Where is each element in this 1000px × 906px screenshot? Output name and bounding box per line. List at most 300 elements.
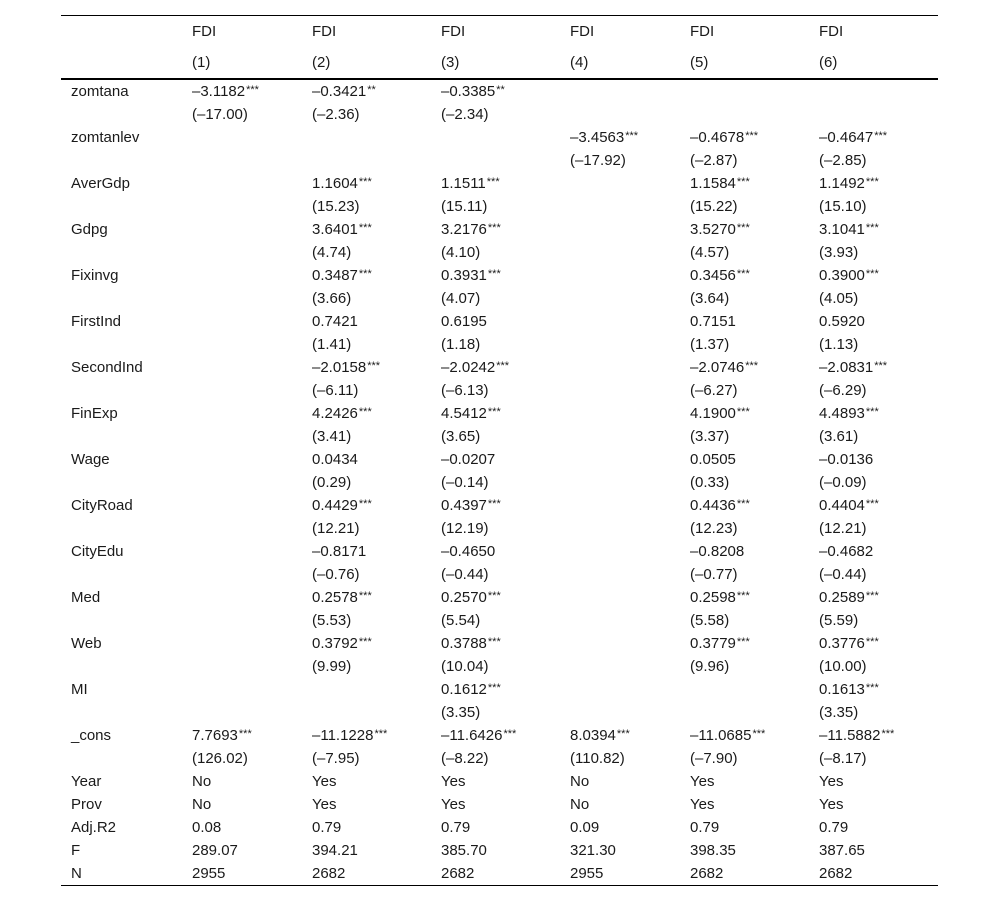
coefficient-cell [690,494,750,519]
t-statistic-cell: (5.53) [312,612,352,629]
coefficient-cell [690,632,750,657]
coefficient-value: 3.1041 [819,221,865,238]
coefficient-row [61,80,938,103]
variable-name: Med [71,589,101,606]
coefficient-cell [312,540,366,563]
coefficient-value: 0.4429 [312,497,358,514]
coefficient-value: –2.0242 [441,359,496,376]
coefficient-value: 0.5920 [819,313,865,330]
column-number-label: (6) [819,54,838,71]
column-number-label: (5) [690,54,709,71]
significance-stars: *** [358,406,372,418]
significance-stars: *** [487,636,501,648]
t-statistic-row [61,471,938,494]
statistic-value: 0.79 [690,819,720,836]
significance-stars: *** [736,636,750,648]
t-statistic-cell: (3.61) [819,428,859,445]
t-statistic-cell: (4.10) [441,244,481,261]
coefficient-cell [441,586,501,611]
coefficient-cell [690,724,765,749]
coefficient-cell [312,448,358,471]
coefficient-value: 0.3776 [819,635,865,652]
dependent-variable-label: FDI [690,23,715,40]
significance-stars: *** [487,682,501,694]
column-number-label: (1) [192,54,211,71]
t-statistic-cell: (15.22) [690,198,738,215]
coefficient-value: 0.2578 [312,589,358,606]
significance-stars: *** [865,222,879,234]
variable-name: CityEdu [71,543,124,560]
statistic-value: 2682 [690,865,724,882]
coefficient-value: 1.1584 [690,175,736,192]
t-statistic-cell: (0.33) [690,474,730,491]
coefficient-cell [690,540,744,563]
significance-stars: *** [865,682,879,694]
t-statistic-cell: (–0.09) [819,474,867,491]
coefficient-value: –11.0685 [690,727,752,744]
coefficient-value: 0.0434 [312,451,358,468]
statistic-value: Yes [819,796,844,813]
statistic-value: 0.79 [312,819,342,836]
coefficient-value: 0.4404 [819,497,865,514]
coefficient-value: –0.4650 [441,543,496,560]
coefficient-cell [312,632,372,657]
significance-stars: *** [358,268,372,280]
coefficient-cell [441,632,501,657]
significance-stars: *** [487,498,501,510]
coefficient-cell [819,540,873,563]
t-statistic-cell: (–2.34) [441,106,489,123]
statistic-value: Yes [441,796,466,813]
t-statistic-cell: (12.21) [819,520,867,537]
t-statistic-cell: (5.59) [819,612,859,629]
coefficient-value: –2.0831 [819,359,874,376]
coefficient-value: 0.3487 [312,267,358,284]
coefficient-cell [192,724,252,749]
coefficient-cell [819,448,873,471]
t-statistic-cell: (1.18) [441,336,481,353]
coefficient-cell [312,80,376,105]
coefficient-value: 0.2570 [441,589,487,606]
coefficient-cell [312,310,358,333]
coefficient-cell [570,126,638,151]
coefficient-cell [690,218,750,243]
variable-name: FinExp [71,405,118,422]
coefficient-cell [570,724,630,749]
significance-stars: *** [736,222,750,234]
coefficient-row [61,678,938,701]
significance-stars: *** [358,590,372,602]
coefficient-value: 0.3900 [819,267,865,284]
statistic-name: Year [71,773,102,790]
t-statistic-cell: (–0.76) [312,566,360,583]
significance-stars: *** [358,176,372,188]
coefficient-value: 3.6401 [312,221,358,238]
coefficient-value: 1.1511 [441,175,486,192]
dependent-variable-label: FDI [819,23,844,40]
t-statistic-cell: (3.37) [690,428,730,445]
significance-stars: *** [487,590,501,602]
t-statistic-cell: (10.00) [819,658,867,675]
coefficient-value: –2.0746 [690,359,745,376]
significance-stars: *** [358,222,372,234]
coefficient-row [61,448,938,471]
statistic-value: 0.79 [441,819,471,836]
coefficient-cell [819,126,887,151]
t-statistic-cell: (–2.85) [819,152,867,169]
significance-stars: *** [745,360,759,372]
statistic-value: 321.30 [570,842,616,859]
coefficient-cell [690,402,750,427]
coefficient-cell [441,678,501,703]
coefficient-cell [690,356,758,381]
variable-name: FirstInd [71,313,122,330]
coefficient-value: 0.7151 [690,313,736,330]
coefficient-cell [819,632,879,657]
statistic-value: 398.35 [690,842,736,859]
significance-stars: *** [358,636,372,648]
t-statistic-cell: (–17.00) [192,106,248,123]
statistic-row [61,862,938,885]
coefficient-value: 0.0505 [690,451,736,468]
t-statistic-cell: (–17.92) [570,152,626,169]
t-statistic-cell: (3.93) [819,244,859,261]
coefficient-cell [441,356,509,381]
coefficient-row [61,494,938,517]
coefficient-cell [690,126,758,151]
significance-stars: *** [736,498,750,510]
variable-name: MI [71,681,88,698]
t-statistic-row [61,425,938,448]
significance-stars: *** [736,176,750,188]
coefficient-value: –0.4682 [819,543,874,560]
t-statistic-cell: (4.74) [312,244,352,261]
t-statistic-cell: (12.23) [690,520,738,537]
significance-stars: *** [736,268,750,280]
significance-stars: *** [625,130,639,142]
significance-stars: *** [374,728,388,740]
significance-stars: *** [752,728,766,740]
t-statistic-row [61,149,938,172]
t-statistic-cell: (126.02) [192,750,248,767]
significance-stars: *** [736,590,750,602]
statistic-value: No [570,796,590,813]
t-statistic-cell: (1.41) [312,336,352,353]
statistic-value: 387.65 [819,842,865,859]
t-statistic-cell: (5.58) [690,612,730,629]
coefficient-value: –3.4563 [570,129,625,146]
variable-name: Wage [71,451,110,468]
t-statistic-cell: (9.96) [690,658,730,675]
coefficient-value: –0.0136 [819,451,874,468]
t-statistic-cell: (3.65) [441,428,481,445]
significance-stars: *** [367,360,381,372]
statistic-value: 385.70 [441,842,487,859]
statistic-value: Yes [441,773,466,790]
significance-stars: *** [246,84,259,96]
significance-stars: *** [874,360,888,372]
significance-stars: *** [503,728,517,740]
significance-stars: *** [874,130,888,142]
t-statistic-row [61,287,938,310]
significance-stars: *** [486,176,500,188]
coefficient-cell [441,494,501,519]
coefficient-value: 0.6195 [441,313,487,330]
coefficient-value: 0.4397 [441,497,487,514]
t-statistic-cell: (–7.95) [312,750,360,767]
table-body [61,80,938,885]
t-statistic-row [61,195,938,218]
coefficient-value: –11.6426 [441,727,503,744]
t-statistic-row [61,701,938,724]
t-statistic-row [61,747,938,770]
significance-stars: *** [616,728,630,740]
coefficient-cell [312,586,372,611]
coefficient-cell [441,724,516,749]
statistic-row [61,793,938,816]
statistic-name: Prov [71,796,102,813]
statistic-name: F [71,842,81,859]
t-statistic-cell: (–6.27) [690,382,738,399]
significance-stars: *** [358,498,372,510]
coefficient-row [61,264,938,287]
coefficient-value: –2.0158 [312,359,367,376]
coefficient-value: 0.3788 [441,635,487,652]
significance-stars: *** [881,728,895,740]
t-statistic-row [61,241,938,264]
coefficient-cell [441,172,500,197]
dependent-variable-label: FDI [192,23,217,40]
statistic-value: 2682 [441,865,475,882]
statistic-value: Yes [312,796,337,813]
significance-stars: ** [496,84,505,96]
coefficient-cell [819,310,865,333]
significance-stars: *** [865,636,879,648]
statistic-value: Yes [312,773,337,790]
t-statistic-cell: (15.23) [312,198,360,215]
coefficient-cell [819,402,879,427]
t-statistic-cell: (–0.44) [819,566,867,583]
t-statistic-cell: (3.66) [312,290,352,307]
variable-name: Fixinvg [71,267,119,284]
significance-stars: *** [487,222,501,234]
statistic-row [61,839,938,862]
variable-name: zomtana [71,83,129,100]
regression-table [61,15,938,886]
t-statistic-cell: (–0.44) [441,566,489,583]
t-statistic-cell: (–8.22) [441,750,489,767]
coefficient-cell [312,402,372,427]
statistic-value: 0.08 [192,819,222,836]
statistic-value: No [192,796,212,813]
coefficient-cell [819,494,879,519]
statistic-value: 2955 [192,865,226,882]
t-statistic-cell: (1.13) [819,336,859,353]
t-statistic-cell: (–6.11) [312,382,359,399]
statistic-value: 2682 [312,865,346,882]
statistic-value: Yes [690,796,715,813]
coefficient-value: 0.3779 [690,635,736,652]
t-statistic-cell: (–7.90) [690,750,738,767]
t-statistic-cell: (–6.13) [441,382,489,399]
coefficient-cell [441,448,495,471]
t-statistic-cell: (10.04) [441,658,489,675]
t-statistic-row [61,609,938,632]
statistic-value: 2955 [570,865,604,882]
variable-name: Web [71,635,102,652]
coefficient-row [61,402,938,425]
coefficient-value: –0.3421 [312,83,367,100]
t-statistic-row [61,103,938,126]
significance-stars: *** [736,406,750,418]
significance-stars: *** [496,360,510,372]
t-statistic-cell: (15.10) [819,198,867,215]
statistic-value: 2682 [819,865,853,882]
t-statistic-cell: (3.35) [819,704,859,721]
coefficient-value: 0.1612 [441,681,487,698]
header-column-number-row [61,47,938,78]
coefficient-value: –0.8208 [690,543,745,560]
coefficient-value: 4.2426 [312,405,358,422]
t-statistic-row [61,563,938,586]
coefficient-value: –0.0207 [441,451,496,468]
coefficient-value: –0.3385 [441,83,496,100]
statistic-row [61,816,938,839]
coefficient-cell [690,264,750,289]
coefficient-cell [690,448,736,471]
coefficient-value: 0.2589 [819,589,865,606]
coefficient-cell [819,218,879,243]
column-number-label: (3) [441,54,460,71]
header-dependent-row [61,16,938,47]
t-statistic-row [61,655,938,678]
t-statistic-cell: (3.64) [690,290,730,307]
significance-stars: *** [865,268,879,280]
t-statistic-cell: (1.37) [690,336,730,353]
coefficient-value: 4.5412 [441,405,487,422]
variable-name: Gdpg [71,221,108,238]
significance-stars: *** [487,406,501,418]
coefficient-cell [312,494,372,519]
coefficient-cell [819,356,887,381]
t-statistic-cell: (12.19) [441,520,489,537]
coefficient-cell [192,80,259,105]
t-statistic-cell: (4.07) [441,290,481,307]
coefficient-value: 4.1900 [690,405,736,422]
significance-stars: *** [865,498,879,510]
t-statistic-cell: (4.05) [819,290,859,307]
column-number-label: (2) [312,54,331,71]
bottom-rule [61,885,938,886]
coefficient-cell [690,586,750,611]
coefficient-cell [312,724,387,749]
statistic-value: No [192,773,212,790]
statistic-value: Yes [819,773,844,790]
coefficient-cell [690,172,750,197]
coefficient-cell [441,402,501,427]
statistic-value: 0.79 [819,819,849,836]
coefficient-value: 0.3931 [441,267,487,284]
statistic-name: N [71,865,82,882]
coefficient-cell [312,172,372,197]
coefficient-value: 8.0394 [570,727,616,744]
t-statistic-cell: (3.41) [312,428,352,445]
t-statistic-cell: (–2.87) [690,152,738,169]
coefficient-row [61,632,938,655]
t-statistic-cell: (–0.14) [441,474,489,491]
coefficient-value: –0.4647 [819,129,874,146]
statistic-value: No [570,773,590,790]
coefficient-row [61,310,938,333]
coefficient-value: 4.4893 [819,405,865,422]
coefficient-cell [819,264,879,289]
table-header [61,16,938,78]
coefficient-row [61,724,938,747]
coefficient-cell [441,264,501,289]
coefficient-row [61,356,938,379]
coefficient-value: 7.7693 [192,727,238,744]
t-statistic-cell: (–8.17) [819,750,867,767]
coefficient-value: 1.1604 [312,175,358,192]
statistic-name: Adj.R2 [71,819,117,836]
coefficient-row [61,126,938,149]
variable-name: SecondInd [71,359,143,376]
dependent-variable-label: FDI [441,23,466,40]
t-statistic-cell: (–0.77) [690,566,738,583]
t-statistic-cell: (0.29) [312,474,352,491]
coefficient-cell [312,264,372,289]
coefficient-value: 0.2598 [690,589,736,606]
coefficient-cell [819,586,879,611]
coefficient-value: –0.4678 [690,129,745,146]
dependent-variable-label: FDI [312,23,337,40]
coefficient-value: –11.5882 [819,727,881,744]
coefficient-cell [441,540,495,563]
significance-stars: ** [367,84,376,96]
t-statistic-row [61,333,938,356]
coefficient-cell [819,678,879,703]
coefficient-cell [441,310,487,333]
significance-stars: *** [865,176,879,188]
t-statistic-cell: (3.35) [441,704,481,721]
coefficient-cell [441,80,505,105]
t-statistic-cell: (–2.36) [312,106,360,123]
t-statistic-cell: (–6.29) [819,382,867,399]
coefficient-cell [312,356,380,381]
coefficient-value: –11.1228 [312,727,374,744]
coefficient-cell [441,218,501,243]
statistic-value: 0.09 [570,819,600,836]
t-statistic-cell: (110.82) [570,750,625,767]
coefficient-cell [819,172,879,197]
coefficient-value: 3.5270 [690,221,736,238]
variable-name: zomtanlev [71,129,140,146]
t-statistic-cell: (5.54) [441,612,481,629]
significance-stars: *** [745,130,759,142]
statistic-value: 289.07 [192,842,238,859]
statistic-row [61,770,938,793]
significance-stars: *** [865,406,879,418]
statistic-value: 394.21 [312,842,358,859]
coefficient-value: –3.1182 [192,83,246,100]
variable-name: _cons [71,727,112,744]
statistic-value: Yes [690,773,715,790]
t-statistic-cell: (12.21) [312,520,360,537]
t-statistic-row [61,517,938,540]
coefficient-value: 0.7421 [312,313,358,330]
significance-stars: *** [238,728,252,740]
coefficient-value: 0.3792 [312,635,358,652]
